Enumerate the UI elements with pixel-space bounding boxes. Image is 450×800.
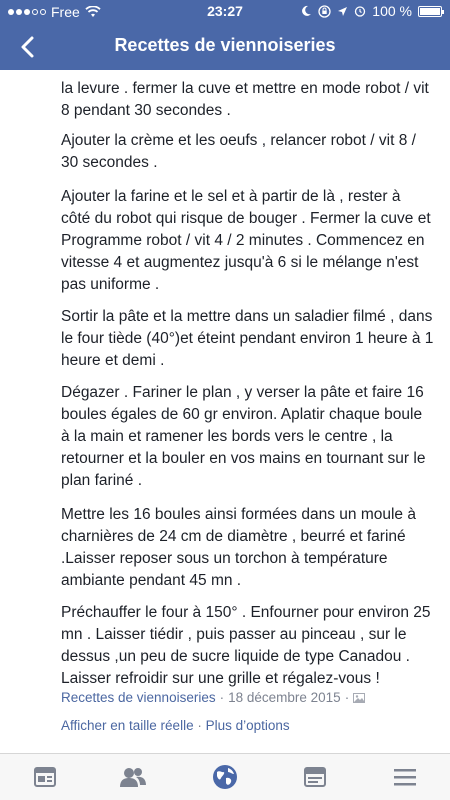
carrier-label: Free — [51, 4, 80, 20]
paragraph-line: Programme robot / vit 4 / 2 minutes . Commencez en — [61, 232, 425, 249]
paragraph-line: Dégazer . Fariner le plan , y verser la pâte et faire 16 — [61, 384, 424, 401]
nav-bar — [0, 24, 450, 70]
post-paragraph — [61, 382, 441, 492]
meta-separator-2: · — [344, 690, 350, 705]
post-content — [0, 70, 450, 753]
tab-menu[interactable] — [391, 764, 419, 790]
status-time: 23:27 — [207, 3, 243, 19]
paragraph-line: Laisser refroidir sur une grille et régalez-vous ! — [61, 670, 380, 687]
paragraph-line: plan fariné . — [61, 472, 142, 489]
album-link[interactable]: Recettes de viennoiseries — [61, 690, 216, 705]
post-date: 18 décembre 2015 — [228, 690, 341, 705]
globe-icon — [212, 764, 238, 790]
paragraph-line: mn . Laisser tiédir , puis passer au pinceau , sur le — [61, 626, 407, 643]
friends-icon — [119, 766, 147, 788]
paragraph-line: boules égales de 60 gr environ. Aplatir chaque boule — [61, 406, 423, 423]
moon-icon — [301, 5, 312, 17]
tab-browser[interactable] — [301, 764, 329, 790]
paragraph-line: vitesse 4 et augmentez jusqu'à 6 si le mélange n'est — [61, 254, 419, 271]
paragraph-line: dessus ,un peu de sucre liquide de type Canadou . — [61, 648, 410, 665]
meta-separator: · — [219, 690, 225, 705]
post-paragraph — [61, 504, 441, 592]
post-paragraph — [61, 602, 441, 690]
paragraph-line: pas uniforme . — [61, 276, 160, 293]
browser-icon — [304, 767, 326, 787]
paragraph-line: 30 secondes . — [61, 154, 158, 171]
paragraph-line: côté du robot qui risque de bouger . Fermer la cuve et — [61, 210, 431, 227]
paragraph-line: Ajouter la crème et les oeufs , relancer robot / vit 8 / — [61, 132, 416, 149]
paragraph-line: Préchauffer le four à 150° . Enfourner pour environ 25 — [61, 604, 431, 621]
page-title: Recettes de viennoiseries — [114, 35, 336, 55]
status-bar — [0, 0, 450, 24]
paragraph-line: charnières de 24 cm de diamètre , beurré et fariné — [61, 528, 406, 545]
paragraph-line: .Laisser reposer sous un torchon à température — [61, 550, 388, 567]
paragraph-line: le four tiède (40°)et éteint pendant environ 1 heure à 1 — [61, 330, 434, 347]
alarm-icon — [354, 5, 366, 17]
post-paragraph — [61, 186, 441, 296]
post-meta — [61, 690, 365, 705]
post-actions — [61, 718, 290, 733]
battery-percent: 100 % — [372, 3, 412, 19]
paragraph-line: la levure . fermer la cuve et mettre en mode robot / vit — [61, 80, 429, 97]
battery-icon — [418, 6, 442, 17]
tab-friends[interactable] — [119, 764, 147, 790]
paragraph-line: heure et demi . — [61, 352, 165, 369]
view-full-size-link[interactable]: Afficher en taille réelle — [61, 718, 194, 733]
menu-icon — [393, 767, 417, 787]
paragraph-line: ambiante pendant 45 mn . — [61, 572, 242, 589]
actions-separator: · — [197, 718, 202, 733]
status-right — [301, 3, 442, 19]
post-paragraph — [61, 306, 441, 372]
photo-icon — [353, 693, 365, 703]
top-bar — [0, 0, 450, 70]
post-paragraph — [61, 78, 441, 122]
tab-notifications[interactable] — [211, 764, 239, 790]
tab-bar — [0, 753, 450, 800]
paragraph-line: Sortir la pâte et la mettre dans un saladier filmé , dans — [61, 308, 433, 325]
rotation-lock-icon — [318, 5, 331, 18]
tab-news-feed[interactable] — [31, 764, 59, 790]
paragraph-line: Mettre les 16 boules ainsi formées dans un moule à — [61, 506, 416, 523]
location-icon — [337, 6, 348, 17]
paragraph-line: à la main et ramener les bords vers le centre , la — [61, 428, 393, 445]
paragraph-line: 8 pendant 30 secondes . — [61, 102, 231, 119]
paragraph-line: retourner et la bouler en vos mains en tournant sur le — [61, 450, 426, 467]
news-feed-icon — [34, 767, 56, 787]
paragraph-line: Ajouter la farine et le sel et à partir de là , rester à — [61, 188, 401, 205]
post-paragraph — [61, 130, 441, 174]
more-options-link[interactable]: Plus d’options — [205, 718, 290, 733]
